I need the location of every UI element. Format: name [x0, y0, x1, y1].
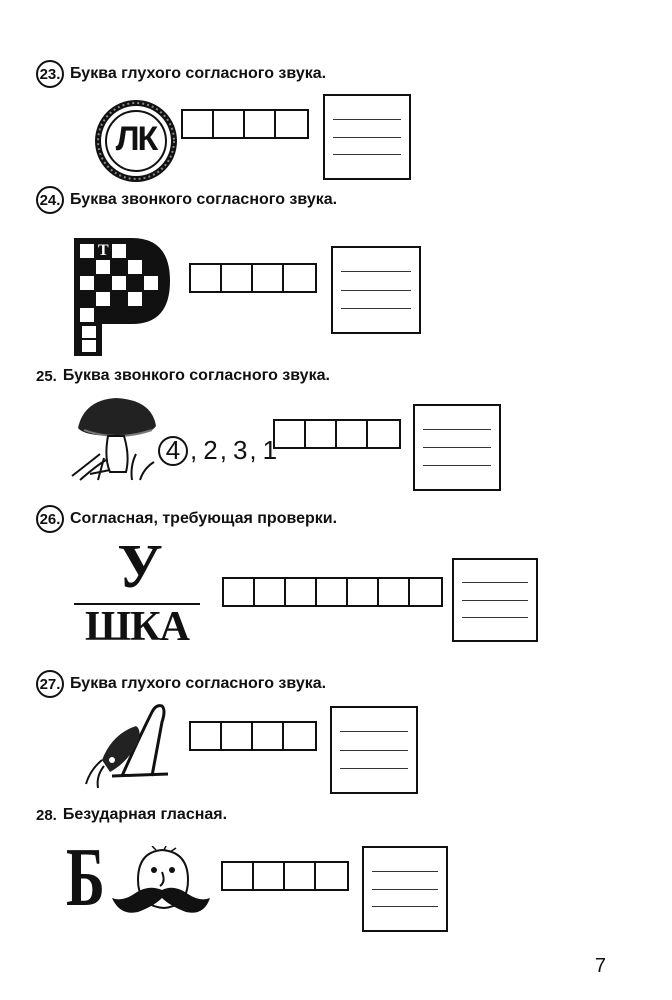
letter-cell[interactable]	[183, 111, 214, 137]
task-25-title	[36, 367, 330, 385]
letter-cell[interactable]	[348, 579, 379, 605]
letter-cell[interactable]	[223, 863, 254, 889]
writing-line	[423, 429, 491, 430]
answer-cells-24[interactable]	[189, 263, 317, 293]
rebus-23-image	[93, 98, 179, 184]
task-text: Буква звонкого согласного звука.	[70, 191, 338, 208]
writing-line	[341, 271, 411, 272]
letter-cell[interactable]	[275, 421, 306, 447]
letter-cell[interactable]	[245, 111, 276, 137]
digit: 3	[232, 435, 248, 465]
letter-cell[interactable]	[285, 863, 316, 889]
rebus-23-letters: ЛК	[115, 120, 157, 158]
task-text: Буква глухого согласного звука.	[70, 675, 327, 692]
letter-cell[interactable]	[255, 579, 286, 605]
task-28-title	[36, 806, 227, 824]
task-number: 25.	[36, 367, 57, 385]
writing-line	[333, 137, 401, 138]
writing-line	[462, 600, 528, 601]
letter-cell[interactable]	[316, 863, 347, 889]
letter-cell[interactable]	[214, 111, 245, 137]
rebus-26-bottom-word: ШКА	[85, 604, 189, 650]
rebus-24-t-print: Т	[98, 242, 109, 259]
writing-line	[423, 465, 491, 466]
digit-comma: ,	[249, 435, 257, 465]
answer-cells-28[interactable]	[221, 861, 349, 891]
writing-line	[462, 582, 528, 583]
task-26-title	[36, 505, 337, 533]
letter-cell[interactable]	[222, 265, 253, 291]
writing-line	[340, 768, 408, 769]
answer-cells-27[interactable]	[189, 721, 317, 751]
rebus-27-image	[82, 700, 174, 790]
rebus-26-top-letter: У	[117, 533, 163, 601]
task-27-title	[36, 670, 326, 698]
letter-cell[interactable]	[224, 579, 255, 605]
page-number: 7	[594, 955, 606, 977]
rebus-28-face-image	[108, 846, 212, 926]
writing-line	[341, 290, 411, 291]
letter-cell[interactable]	[276, 111, 307, 137]
rebus-28-letter: Б	[66, 831, 105, 924]
answer-cells-23[interactable]	[181, 109, 309, 139]
answer-cells-26[interactable]	[222, 577, 443, 607]
mustache-face-icon	[108, 846, 212, 926]
writing-line	[462, 617, 528, 618]
letter-cell[interactable]	[317, 579, 348, 605]
answer-box-24[interactable]	[331, 246, 421, 334]
task-text: Буква звонкого согласного звука.	[62, 367, 330, 384]
writing-line	[333, 119, 401, 120]
writing-line	[340, 731, 408, 732]
rebus-24-t-script: т	[116, 262, 127, 277]
letter-cell[interactable]	[284, 723, 315, 749]
answer-box-26[interactable]	[452, 558, 538, 642]
task-number: 27.	[36, 670, 64, 698]
answer-box-25[interactable]	[413, 404, 501, 491]
task-text: Буква глухого согласного звука.	[70, 65, 327, 82]
writing-line	[333, 154, 401, 155]
rebus-24-image	[72, 236, 172, 358]
letter-cell[interactable]	[410, 579, 441, 605]
digit: 2	[203, 435, 218, 465]
task-24-title	[36, 186, 337, 214]
letter-cell[interactable]	[254, 863, 285, 889]
rebus-25-digits	[158, 435, 277, 466]
letter-cell[interactable]	[368, 421, 399, 447]
letter-cell[interactable]	[306, 421, 337, 447]
answer-box-23[interactable]	[323, 94, 411, 180]
catfish-letter-icon	[82, 700, 174, 790]
letter-cell[interactable]	[222, 723, 253, 749]
rebus-24-letter-r-svg	[72, 236, 172, 358]
letter-cell[interactable]	[191, 265, 222, 291]
task-23-title	[36, 60, 326, 88]
digit-comma: ,	[190, 435, 198, 465]
task-text: Безударная гласная.	[62, 806, 228, 823]
writing-line	[340, 750, 408, 751]
task-number: 26.	[36, 505, 64, 533]
digit-comma: ,	[219, 435, 227, 465]
task-number: 24.	[36, 186, 64, 214]
answer-cells-25[interactable]	[273, 419, 401, 449]
writing-line	[372, 871, 438, 872]
task-text: Согласная, требующая проверки.	[70, 510, 338, 527]
letter-cell[interactable]	[253, 723, 284, 749]
rebus-25-mushroom-image	[70, 396, 160, 482]
task-number: 23.	[36, 60, 64, 88]
letter-cell[interactable]	[379, 579, 410, 605]
digit-circled: 4	[158, 436, 188, 466]
answer-box-28[interactable]	[362, 846, 448, 932]
letter-cell[interactable]	[284, 265, 315, 291]
digit: 1	[262, 435, 278, 465]
answer-box-27[interactable]	[330, 706, 418, 794]
writing-line	[423, 447, 491, 448]
task-number: 28.	[36, 806, 57, 824]
writing-line	[372, 906, 438, 907]
mushroom-icon	[70, 396, 160, 482]
letter-cell[interactable]	[253, 265, 284, 291]
letter-cell[interactable]	[191, 723, 222, 749]
writing-line	[341, 308, 411, 309]
letter-cell[interactable]	[286, 579, 317, 605]
writing-line	[372, 889, 438, 890]
letter-cell[interactable]	[337, 421, 368, 447]
